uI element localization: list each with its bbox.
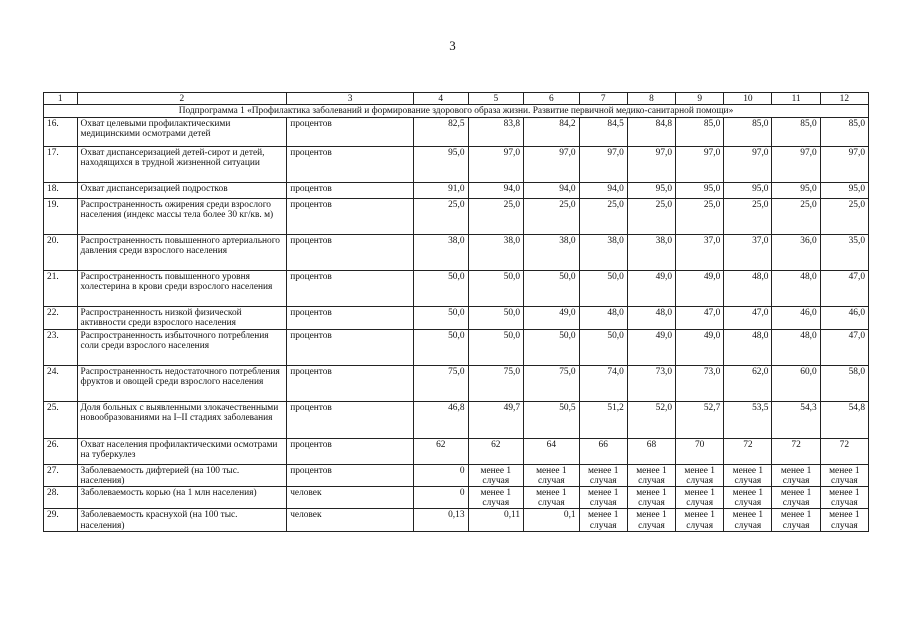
column-number: 2 [77, 93, 287, 105]
indicator-value: 50,0 [468, 329, 524, 365]
table-row [44, 147, 869, 183]
unit: человек [287, 509, 414, 531]
indicator-value: 48,0 [724, 329, 772, 365]
indicator-value: 25,0 [724, 199, 772, 235]
indicator-value: 84,5 [579, 118, 627, 147]
indicator-value: 58,0 [820, 365, 868, 401]
indicator-value: 95,0 [724, 183, 772, 199]
indicator-name: Охват диспансеризацией детей-сирот и детей, находящихся в трудной жизненной ситуации [77, 147, 287, 183]
indicator-value: 49,0 [676, 329, 724, 365]
column-number: 5 [468, 93, 524, 105]
indicator-value: менее 1 случая [772, 464, 820, 486]
indicator-value: 62,0 [724, 365, 772, 401]
table-row [44, 271, 869, 307]
indicator-value: 72 [724, 438, 772, 464]
indicator-value: менее 1 случая [524, 464, 580, 486]
indicator-value: 94,0 [524, 183, 580, 199]
table-row [44, 183, 869, 199]
indicator-value: 83,8 [468, 118, 524, 147]
indicator-value: 25,0 [579, 199, 627, 235]
unit: процентов [287, 329, 414, 365]
row-number: 27. [44, 464, 78, 486]
indicator-name: Распространенность избыточного потребления соли среди взрослого населения [77, 329, 287, 365]
table-row [44, 199, 869, 235]
indicator-value: менее 1 случая [579, 509, 627, 531]
unit: процентов [287, 271, 414, 307]
indicator-value: 48,0 [627, 307, 675, 329]
indicator-value: 50,0 [524, 329, 580, 365]
indicator-value: 54,3 [772, 401, 820, 438]
indicator-value: 48,0 [724, 271, 772, 307]
indicator-value: 68 [627, 438, 675, 464]
indicator-value: 49,7 [468, 401, 524, 438]
row-number: 16. [44, 118, 78, 147]
indicator-value: 49,0 [627, 329, 675, 365]
indicator-value: 46,0 [820, 307, 868, 329]
row-number: 18. [44, 183, 78, 199]
indicator-value: 48,0 [579, 307, 627, 329]
indicator-value: 75,0 [468, 365, 524, 401]
indicator-value: 97,0 [524, 147, 580, 183]
row-number: 26. [44, 438, 78, 464]
indicator-name: Заболеваемость дифтерией (на 100 тыс. населения) [77, 464, 287, 486]
column-number: 4 [414, 93, 469, 105]
indicator-value: 50,0 [414, 329, 469, 365]
indicator-value: 47,0 [820, 271, 868, 307]
indicator-name: Распространенность ожирения среди взрослого населения (индекс массы тела более 30 кг/кв. м) [77, 199, 287, 235]
indicator-value: 50,0 [579, 329, 627, 365]
subprogram-title: Подпрограмма 1 «Профилактика заболеваний и формирование здорового образа жизни. Развитие первичной медико-санитарной помощи» [44, 105, 869, 118]
indicator-value: 38,0 [579, 235, 627, 271]
column-number: 3 [287, 93, 414, 105]
indicator-value: 25,0 [820, 199, 868, 235]
indicator-value: менее 1 случая [468, 487, 524, 509]
table-row [44, 329, 869, 365]
indicator-value: 25,0 [468, 199, 524, 235]
indicator-value: 95,0 [676, 183, 724, 199]
row-number: 29. [44, 509, 78, 531]
indicator-value: 50,0 [468, 271, 524, 307]
indicator-value: 0,13 [414, 509, 469, 531]
indicator-value: менее 1 случая [820, 487, 868, 509]
indicator-value: менее 1 случая [820, 464, 868, 486]
indicator-value: 53,5 [724, 401, 772, 438]
table-row [44, 118, 869, 147]
indicator-value: 84,8 [627, 118, 675, 147]
indicator-value: 66 [579, 438, 627, 464]
table-row [44, 307, 869, 329]
column-number: 8 [627, 93, 675, 105]
indicator-value: 97,0 [627, 147, 675, 183]
indicator-value: 50,0 [414, 271, 469, 307]
row-number: 20. [44, 235, 78, 271]
indicator-value: менее 1 случая [772, 487, 820, 509]
indicator-value: 50,5 [524, 401, 580, 438]
indicator-value: 52,0 [627, 401, 675, 438]
indicator-value: 0 [414, 487, 469, 509]
indicator-value: 85,0 [820, 118, 868, 147]
indicator-value: 47,0 [676, 307, 724, 329]
unit: процентов [287, 365, 414, 401]
indicator-value: 85,0 [724, 118, 772, 147]
indicator-value: 97,0 [820, 147, 868, 183]
indicator-value: 50,0 [468, 307, 524, 329]
unit: процентов [287, 401, 414, 438]
indicator-value: менее 1 случая [468, 464, 524, 486]
indicator-name: Распространенность низкой физической активности среди взрослого населения [77, 307, 287, 329]
indicator-value: 95,0 [627, 183, 675, 199]
indicator-value: 72 [772, 438, 820, 464]
indicator-value: 82,5 [414, 118, 469, 147]
table-row [44, 401, 869, 438]
indicator-value: 72 [820, 438, 868, 464]
indicator-value: 73,0 [627, 365, 675, 401]
indicator-value: 74,0 [579, 365, 627, 401]
indicator-name: Охват диспансеризацией подростков [77, 183, 287, 199]
unit: процентов [287, 464, 414, 486]
indicator-value: 97,0 [468, 147, 524, 183]
indicator-value: 95,0 [772, 183, 820, 199]
indicator-name: Заболеваемость краснухой (на 100 тыс. населения) [77, 509, 287, 531]
indicator-value: 97,0 [772, 147, 820, 183]
indicator-value: 70 [676, 438, 724, 464]
row-number: 17. [44, 147, 78, 183]
row-number: 21. [44, 271, 78, 307]
indicator-value: 46,0 [772, 307, 820, 329]
indicator-value: 75,0 [524, 365, 580, 401]
indicator-value: 50,0 [579, 271, 627, 307]
indicator-value: 25,0 [676, 199, 724, 235]
indicator-value: менее 1 случая [627, 509, 675, 531]
unit: процентов [287, 118, 414, 147]
indicators-table [43, 92, 869, 532]
indicator-value: 51,2 [579, 401, 627, 438]
indicator-value: 54,8 [820, 401, 868, 438]
column-number: 10 [724, 93, 772, 105]
indicator-name: Охват населения профилактическими осмотрами на туберкулез [77, 438, 287, 464]
column-number: 11 [772, 93, 820, 105]
row-number: 24. [44, 365, 78, 401]
table-row [44, 438, 869, 464]
indicator-value: 0,1 [524, 509, 580, 531]
indicator-value: 50,0 [524, 271, 580, 307]
indicator-value: менее 1 случая [676, 464, 724, 486]
table-row [44, 464, 869, 486]
subprogram-row [44, 105, 869, 118]
indicator-value: 48,0 [772, 271, 820, 307]
column-number: 7 [579, 93, 627, 105]
indicator-value: 85,0 [772, 118, 820, 147]
indicator-value: 73,0 [676, 365, 724, 401]
indicator-name: Охват целевыми профилактическими медицинскими осмотрами детей [77, 118, 287, 147]
row-number: 23. [44, 329, 78, 365]
indicator-value: 49,0 [676, 271, 724, 307]
row-number: 28. [44, 487, 78, 509]
indicator-value: менее 1 случая [579, 487, 627, 509]
unit: процентов [287, 199, 414, 235]
indicator-name: Доля больных с выявленными злокачественными новообразованиями на I–II стадиях заболевания [77, 401, 287, 438]
indicator-value: менее 1 случая [820, 509, 868, 531]
unit: процентов [287, 438, 414, 464]
row-number: 19. [44, 199, 78, 235]
indicator-value: 75,0 [414, 365, 469, 401]
row-number: 22. [44, 307, 78, 329]
unit: человек [287, 487, 414, 509]
indicator-value: 64 [524, 438, 580, 464]
indicator-value: 25,0 [772, 199, 820, 235]
indicator-value: 52,7 [676, 401, 724, 438]
indicator-value: 38,0 [524, 235, 580, 271]
indicator-value: менее 1 случая [579, 464, 627, 486]
indicator-value: 36,0 [772, 235, 820, 271]
table-row [44, 235, 869, 271]
column-number: 6 [524, 93, 580, 105]
row-number: 25. [44, 401, 78, 438]
indicator-value: 37,0 [724, 235, 772, 271]
column-number: 1 [44, 93, 78, 105]
unit: процентов [287, 147, 414, 183]
indicator-value: 84,2 [524, 118, 580, 147]
indicator-value: 97,0 [579, 147, 627, 183]
indicator-value: 85,0 [676, 118, 724, 147]
indicator-value: менее 1 случая [772, 509, 820, 531]
indicator-name: Заболеваемость корью (на 1 млн населения) [77, 487, 287, 509]
indicator-value: 38,0 [627, 235, 675, 271]
indicator-value: 25,0 [414, 199, 469, 235]
indicator-value: 35,0 [820, 235, 868, 271]
table-row [44, 365, 869, 401]
indicator-value: 62 [468, 438, 524, 464]
indicator-value: 38,0 [468, 235, 524, 271]
indicator-value: 95,0 [414, 147, 469, 183]
indicator-value: 48,0 [772, 329, 820, 365]
column-number: 12 [820, 93, 868, 105]
indicator-value: менее 1 случая [676, 487, 724, 509]
indicator-value: 0,11 [468, 509, 524, 531]
table-row [44, 509, 869, 531]
indicator-value: менее 1 случая [627, 487, 675, 509]
indicator-value: менее 1 случая [676, 509, 724, 531]
indicator-value: 49,0 [627, 271, 675, 307]
indicator-value: 0 [414, 464, 469, 486]
indicator-value: 38,0 [414, 235, 469, 271]
indicator-value: менее 1 случая [724, 464, 772, 486]
indicator-value: 25,0 [524, 199, 580, 235]
indicator-value: 94,0 [468, 183, 524, 199]
indicator-name: Распространенность повышенного артериального давления среди взрослого населения [77, 235, 287, 271]
indicator-value: менее 1 случая [627, 464, 675, 486]
page-number: 3 [449, 38, 456, 53]
table-row [44, 487, 869, 509]
indicator-value: 97,0 [676, 147, 724, 183]
unit: процентов [287, 307, 414, 329]
indicator-value: 97,0 [724, 147, 772, 183]
unit: процентов [287, 235, 414, 271]
unit: процентов [287, 183, 414, 199]
indicator-value: 60,0 [772, 365, 820, 401]
indicator-value: менее 1 случая [524, 487, 580, 509]
indicator-value: 25,0 [627, 199, 675, 235]
indicator-value: менее 1 случая [724, 509, 772, 531]
indicator-value: 50,0 [414, 307, 469, 329]
indicator-value: 94,0 [579, 183, 627, 199]
indicator-value: 91,0 [414, 183, 469, 199]
indicator-value: 95,0 [820, 183, 868, 199]
indicator-value: 46,8 [414, 401, 469, 438]
indicator-value: 49,0 [524, 307, 580, 329]
indicator-value: 47,0 [820, 329, 868, 365]
column-number: 9 [676, 93, 724, 105]
indicator-value: 47,0 [724, 307, 772, 329]
indicator-value: 37,0 [676, 235, 724, 271]
indicator-name: Распространенность недостаточного потребления фруктов и овощей среди взрослого населения [77, 365, 287, 401]
indicator-value: 62 [414, 438, 469, 464]
indicator-name: Распространенность повышенного уровня холестерина в крови среди взрослого населения [77, 271, 287, 307]
column-number-row [44, 93, 869, 105]
indicator-value: менее 1 случая [724, 487, 772, 509]
